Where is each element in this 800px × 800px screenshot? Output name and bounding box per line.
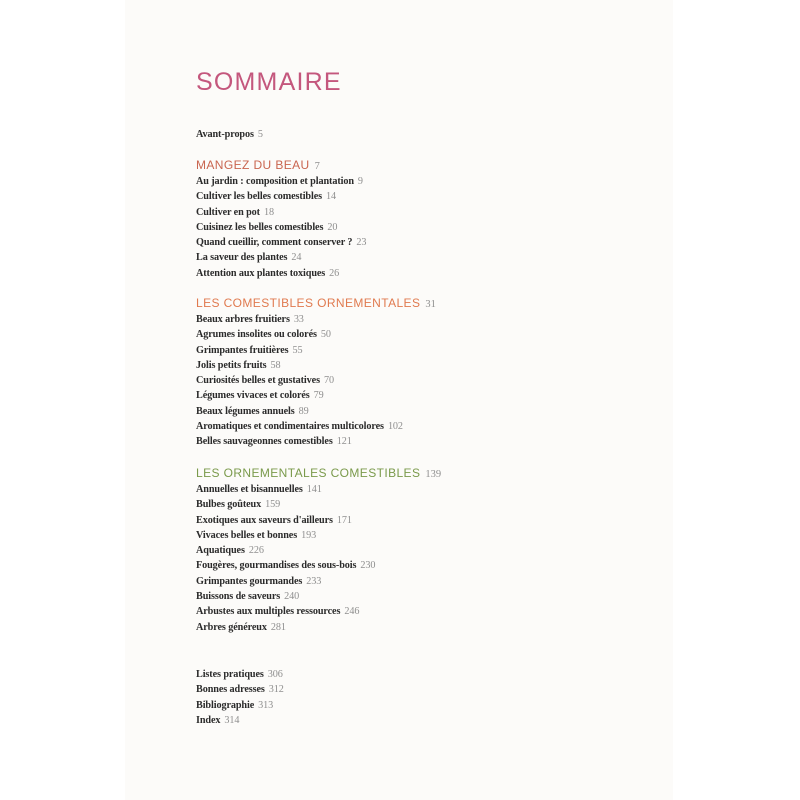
toc-entry[interactable] <box>196 312 436 327</box>
toc-entry-label: Agrumes insolites ou colorés <box>196 329 317 341</box>
toc-entry-label: Exotiques aux saveurs d'ailleurs <box>196 514 333 526</box>
toc-entry[interactable] <box>196 404 436 419</box>
toc-entry-label: Listes pratiques <box>196 669 264 680</box>
toc-entry-label: Avant-propos <box>196 129 254 140</box>
toc-entry-label: Au jardin : composition et plantation <box>196 176 354 187</box>
toc-entry[interactable] <box>196 713 284 728</box>
intro-block <box>196 127 263 142</box>
toc-entry-label: Grimpantes fruitières <box>196 344 289 356</box>
toc-entry[interactable] <box>196 667 284 682</box>
toc-entry[interactable] <box>196 373 436 388</box>
toc-entry-label: Beaux arbres fruitiers <box>196 314 290 325</box>
toc-entry-label: Arbustes aux multiples ressources <box>196 606 341 618</box>
toc-entry[interactable] <box>196 543 441 558</box>
section-heading-page: 139 <box>425 469 442 480</box>
toc-entry-page: 79 <box>313 390 324 402</box>
toc-entry[interactable] <box>196 558 441 573</box>
toc-section-mangez-du-beau <box>196 157 366 281</box>
toc-entry-label: Belles sauvageonnes comestibles <box>196 436 333 448</box>
toc-entry-label: Curiosités belles et gustatives <box>196 375 320 387</box>
toc-entry-label: Attention aux plantes toxiques <box>196 267 326 279</box>
toc-entry[interactable] <box>196 220 366 235</box>
toc-appendix <box>196 667 284 728</box>
toc-entry-page: 23 <box>356 237 367 249</box>
toc-entry-page: 314 <box>224 714 240 726</box>
section-heading-page: 31 <box>425 299 436 310</box>
toc-section-ornementales-comestibles <box>196 465 441 635</box>
toc-entry-page: 159 <box>265 499 281 511</box>
toc-entry-page: 14 <box>326 191 337 203</box>
toc-entry-page: 121 <box>336 436 352 448</box>
toc-entry-page: 9 <box>357 176 363 187</box>
toc-entry-label: Fougères, gourmandises des sous-bois <box>196 560 357 572</box>
toc-entry-page: 233 <box>306 575 322 587</box>
section-heading[interactable] <box>196 465 441 482</box>
toc-entry-page: 230 <box>360 560 376 572</box>
toc-entry-label: Cultiver en pot <box>196 206 260 218</box>
toc-entry[interactable] <box>196 497 441 512</box>
toc-entry-page: 226 <box>248 545 264 557</box>
toc-entry-page: 89 <box>298 405 309 417</box>
toc-entry[interactable] <box>196 327 436 342</box>
toc-entry-page: 33 <box>293 314 304 325</box>
section-heading-page: 7 <box>314 161 320 172</box>
section-heading[interactable] <box>196 295 436 312</box>
toc-entry-label: Cuisinez les belles comestibles <box>196 221 324 233</box>
toc-entry-label: Aquatiques <box>196 545 245 557</box>
toc-entry[interactable] <box>196 189 366 204</box>
toc-entry-label: Vivaces belles et bonnes <box>196 529 298 541</box>
toc-entry-page: 141 <box>306 484 322 495</box>
toc-entry-label: Jolis petits fruits <box>196 359 267 371</box>
toc-section-comestibles-ornementales <box>196 295 436 450</box>
toc-entry[interactable] <box>196 174 366 189</box>
toc-entry[interactable] <box>196 682 284 697</box>
toc-entry-label: Grimpantes gourmandes <box>196 575 303 587</box>
toc-entry[interactable] <box>196 343 436 358</box>
toc-entry[interactable] <box>196 250 366 265</box>
toc-entry-label: Index <box>196 714 221 726</box>
section-heading-label: MANGEZ DU BEAU <box>196 158 310 172</box>
toc-entry-page: 171 <box>336 514 352 526</box>
toc-entry-label: Bibliographie <box>196 699 255 711</box>
toc-entry-label: Arbres généreux <box>196 621 267 633</box>
toc-entry-page: 312 <box>268 684 284 696</box>
toc-entry-page: 55 <box>292 344 303 356</box>
toc-entry-label: Buissons de saveurs <box>196 591 281 603</box>
page-title: SOMMAIRE <box>196 68 342 96</box>
toc-entry[interactable] <box>196 574 441 589</box>
toc-entry-label: Bonnes adresses <box>196 684 265 696</box>
toc-entry-page: 50 <box>320 329 331 341</box>
toc-entry[interactable] <box>196 589 441 604</box>
toc-entry-page: 306 <box>267 669 283 680</box>
toc-entry[interactable] <box>196 358 436 373</box>
section-heading-label: LES COMESTIBLES ORNEMENTALES <box>196 296 421 310</box>
toc-entry-page: 102 <box>387 421 403 433</box>
toc-entry-page: 5 <box>257 129 263 140</box>
toc-entry[interactable] <box>196 513 441 528</box>
section-heading-label: LES ORNEMENTALES COMESTIBLES <box>196 466 421 480</box>
toc-entry-label: Cultiver les belles comestibles <box>196 191 323 203</box>
section-heading[interactable] <box>196 157 366 174</box>
toc-entry-label: Beaux légumes annuels <box>196 405 295 417</box>
toc-entry[interactable] <box>196 205 366 220</box>
toc-entry-label: La saveur des plantes <box>196 252 288 264</box>
toc-entry-page: 313 <box>258 699 274 711</box>
toc-entry[interactable] <box>196 266 366 281</box>
toc-entry-page: 18 <box>263 206 274 218</box>
toc-entry-label: Aromatiques et condimentaires multicolores <box>196 421 384 433</box>
toc-entry-avant-propos[interactable] <box>196 127 263 142</box>
toc-entry-page: 193 <box>301 529 317 541</box>
toc-entry[interactable] <box>196 528 441 543</box>
toc-entry[interactable] <box>196 235 366 250</box>
toc-entry-label: Légumes vivaces et colorés <box>196 390 310 402</box>
toc-entry-page: 246 <box>344 606 360 618</box>
toc-entry[interactable] <box>196 434 436 449</box>
toc-entry[interactable] <box>196 388 436 403</box>
toc-entry-page: 58 <box>270 359 281 371</box>
toc-entry-page: 20 <box>327 221 338 233</box>
toc-entry-page: 240 <box>284 591 300 603</box>
toc-entry-page: 24 <box>291 252 302 264</box>
book-page <box>125 0 673 800</box>
toc-entry-label: Bulbes goûteux <box>196 499 262 511</box>
toc-entry-page: 70 <box>323 375 334 387</box>
toc-entry-page: 26 <box>329 267 340 279</box>
toc-entry[interactable] <box>196 620 441 635</box>
toc-entry-page: 281 <box>270 621 286 633</box>
toc-entry-label: Quand cueillir, comment conserver ? <box>196 237 353 249</box>
toc-entry-label: Annuelles et bisannuelles <box>196 484 303 495</box>
toc-entry[interactable] <box>196 604 441 619</box>
toc-entry[interactable] <box>196 419 436 434</box>
toc-entry[interactable] <box>196 482 441 497</box>
toc-entry[interactable] <box>196 698 284 713</box>
